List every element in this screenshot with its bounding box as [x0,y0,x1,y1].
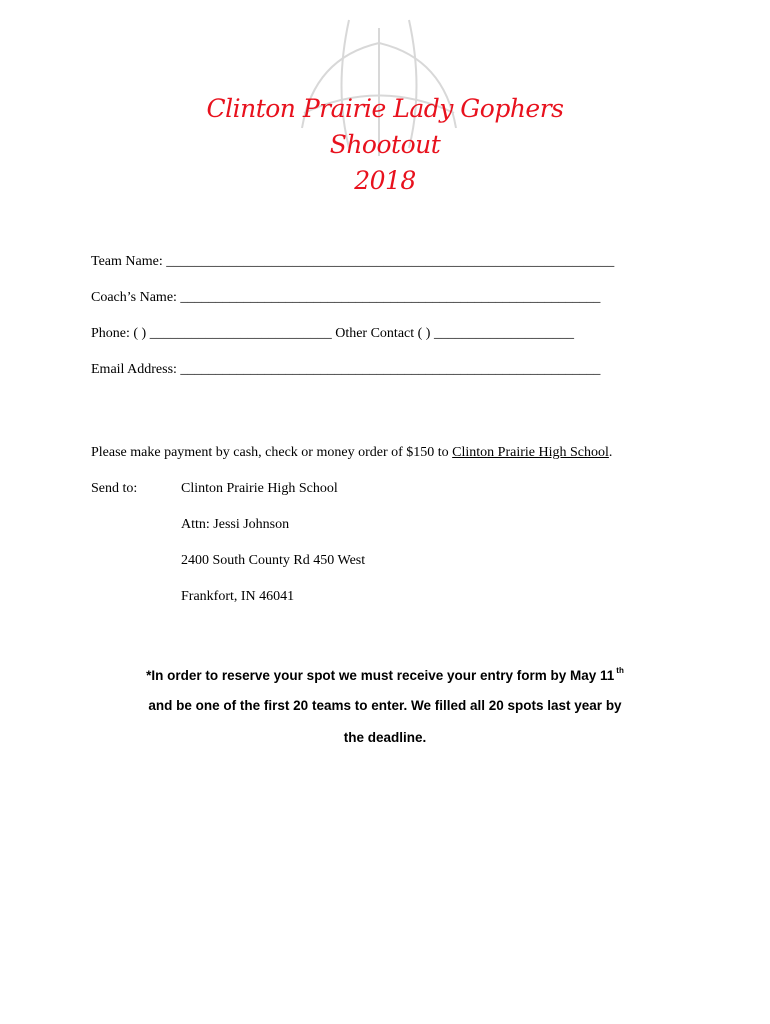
address-line: 2400 South County Rd 450 West [181,553,366,568]
notice-line: the deadline. [343,730,427,745]
notice-superscript: th [616,666,624,675]
address-line: Attn: Jessi Johnson [181,517,290,532]
page-title: Clinton Prairie Lady Gophers [206,94,564,123]
phone-field[interactable]: Phone: ( ) __________________________ Other Contact ( ) ____________________ [91,326,574,341]
payment-suffix: . [608,445,613,460]
page-subtitle: Shootout [329,130,441,159]
address-line: Frankfort, IN 46041 [181,589,295,604]
email-field[interactable]: Email Address: ____________________________________________________________ [91,362,601,377]
notice-line: *In order to reserve your spot we must receive your entry form by May 11 [146,668,615,683]
team-name-field[interactable]: Team Name: ________________________________________________________________ [91,254,615,269]
payment-instructions [91,445,612,461]
payment-text: Please make payment by cash, check or money order of $150 to [91,445,453,460]
address-line: Clinton Prairie High School [181,481,338,496]
notice-line: and be one of the first 20 teams to enter. We filled all 20 spots last year by [148,698,622,713]
coach-name-field[interactable]: Coach’s Name: ____________________________________________________________ [91,290,601,305]
deadline-notice [0,668,770,683]
page-year: 2018 [354,166,416,195]
send-to-label: Send to: [91,481,138,496]
payee-name: Clinton Prairie High School [452,445,609,460]
